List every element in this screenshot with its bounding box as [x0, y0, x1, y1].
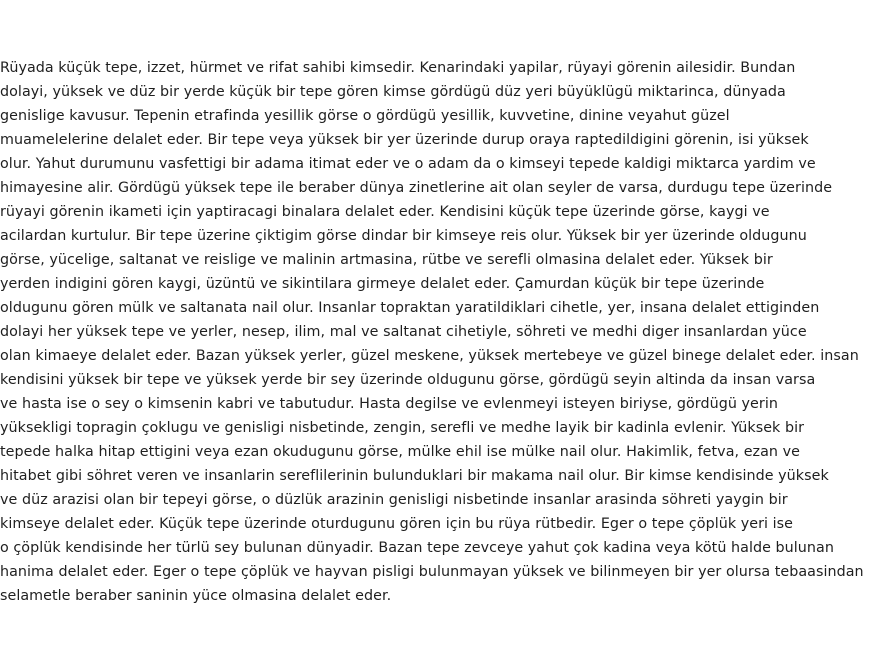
- article-line: hitabet gibi söhret veren ve insanlarin sereflilerinin bulunduklari bir makama nail olur. Bir kimse kendisinde yüksek: [0, 468, 829, 484]
- article-line: Rüyada küçük tepe, izzet, hürmet ve rifat sahibi kimsedir. Kenarindaki yapilar, rüyayi görenin ailesidir. Bundan: [0, 60, 796, 76]
- article-line: hanima delalet eder. Eger o tepe çöplük ve hayvan pisligi bulunmayan yüksek ve bilinmeyen bir yer olursa tebaasindan: [0, 564, 864, 580]
- article-body: [0, 56, 880, 608]
- article-line: dolayi her yüksek tepe ve yerler, nesep, ilim, mal ve saltanat cihetiyle, söhreti ve medhi diger insanlardan yüce: [0, 324, 807, 340]
- article-line: ve hasta ise o sey o kimsenin kabri ve tabutudur. Hasta degilse ve evlenmeyi isteyen biriyse, gördügü yerin: [0, 396, 778, 412]
- article-line: kimseye delalet eder. Küçük tepe üzerinde oturdugunu gören için bu rüya rütbedir. Eger o tepe çöplük yeri ise: [0, 516, 794, 532]
- article-line: muamelelerine delalet eder. Bir tepe veya yüksek bir yer üzerinde durup oraya raptedildigini görenin, isi yüksek: [0, 132, 809, 148]
- article-line: himayesine alir. Gördügü yüksek tepe ile beraber dünya zinetlerine ait olan seyler de varsa, durdugu tepe üzerinde: [0, 180, 833, 196]
- article-line: selametle beraber saninin yüce olmasina delalet eder.: [0, 588, 392, 604]
- article-line: olan kimaeye delalet eder. Bazan yüksek yerler, güzel meskene, yüksek mertebeye ve güzel binege delalet eder. insan: [0, 348, 859, 364]
- article-line: dolayi, yüksek ve düz bir yerde küçük bir tepe gören kimse gördügü düz yeri büyüklügü miktarinca, dünyada: [0, 84, 786, 100]
- article-line: oldugunu gören mülk ve saltanata nail olur. Insanlar topraktan yaratildiklari cihetle, yer, insana delalet ettiginden: [0, 300, 820, 316]
- article-line: yerden indigini gören kaygi, üzüntü ve sikintilara girmeye delalet eder. Çamurdan küçük bir tepe üzerinde: [0, 276, 765, 292]
- article-line: kendisini yüksek bir tepe ve yüksek yerde bir sey üzerinde oldugunu görse, gördügü seyin altinda da insan varsa: [0, 372, 816, 388]
- article-line: rüyayi görenin ikameti için yaptiracagi binalara delalet eder. Kendisini küçük tepe üzerinde görse, kaygi ve: [0, 204, 770, 220]
- article-line: yüksekligi topragin çoklugu ve genisligi nisbetinde, zengin, serefli ve medhe layik bir kadinla evlenir. Yüksek bir: [0, 420, 805, 436]
- article-line: acilardan kurtulur. Bir tepe üzerine çiktigim görse dindar bir kimseye reis olur. Yüksek bir yer üzerinde oldugunu: [0, 228, 807, 244]
- article-line: genislige kavusur. Tepenin etrafinda yesillik görse o gördügü yesillik, kuvvetine, dinine veyahut güzel: [0, 108, 730, 124]
- article-line: ve düz arazisi olan bir tepeyi görse, o düzlük arazinin genisligi nisbetinde insanlar arasinda söhreti yaygin bir: [0, 492, 788, 508]
- article-line: olur. Yahut durumunu vasfettigi bir adama itimat eder ve o adam da o kimseyi tepede kaldigi miktarca yardim ve: [0, 156, 816, 172]
- article-line: o çöplük kendisinde her türlü sey bulunan dünyadir. Bazan tepe zevceye yahut çok kadina veya kötü halde bulunan: [0, 540, 834, 556]
- article-line: görse, yücelige, saltanat ve reislige ve malinin artmasina, rütbe ve serefli olmasina delalet eder. Yüksek bir: [0, 252, 773, 268]
- article-line: tepede halka hitap ettigini veya ezan okudugunu görse, mülke ehil ise mülke nail olur. Hakimlik, fetva, ezan ve: [0, 444, 800, 460]
